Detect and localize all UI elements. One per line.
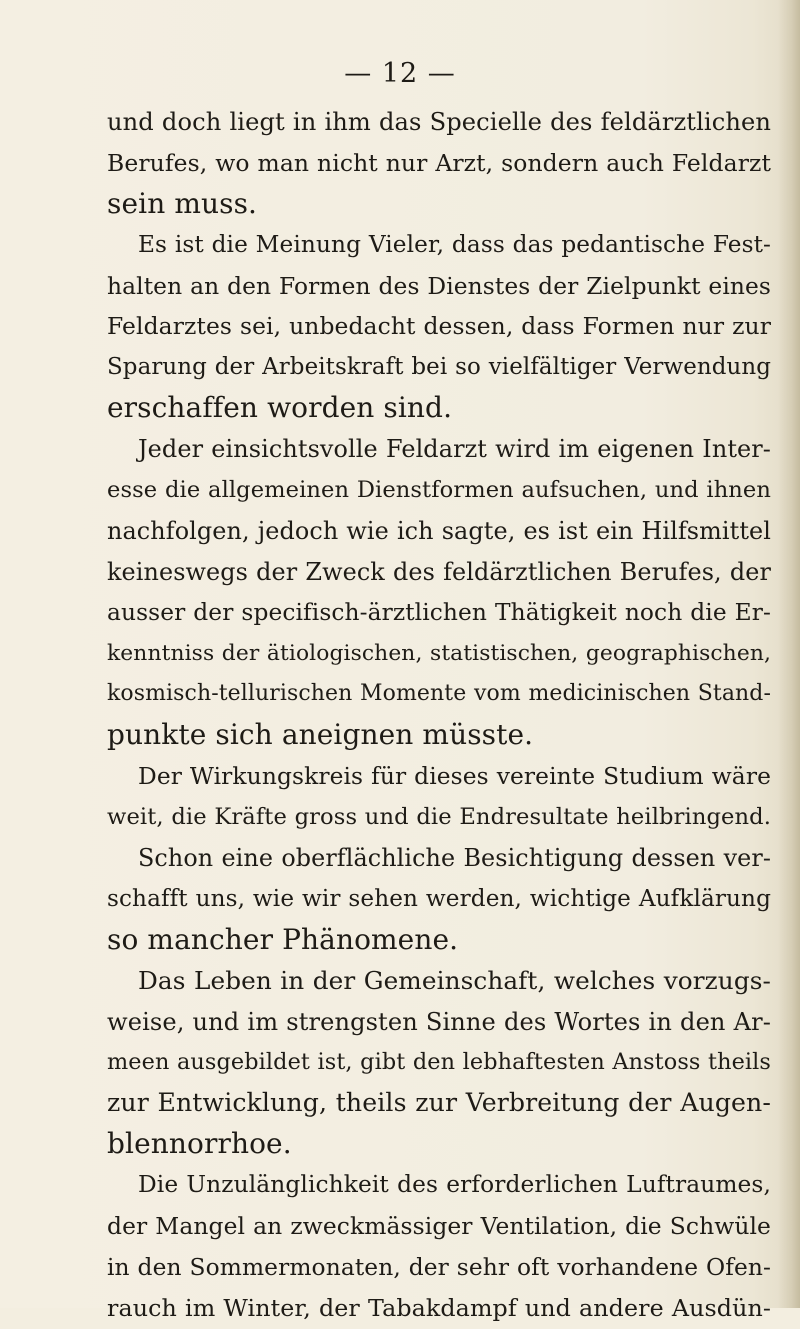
text-line: Die Unzulänglichkeit des erforderlichen Luftraumes, bbox=[138, 1171, 771, 1199]
text-line: in den Sommermonaten, der sehr oft vorhandene Ofen- bbox=[107, 1252, 771, 1281]
text-line: zur Entwicklung, theils zur Verbreitung der Augen- bbox=[107, 1088, 771, 1118]
text-line: der Mangel an zweckmässiger Ventilation, die Schwüle bbox=[107, 1212, 771, 1241]
body-text bbox=[107, 102, 771, 1329]
text-line: halten an den Formen des Dienstes der Zielpunkt eines bbox=[107, 271, 771, 300]
text-line: so mancher Phänomene. bbox=[107, 922, 459, 956]
text-line: Feldarztes sei, unbedacht dessen, dass Formen nur zur bbox=[107, 312, 771, 341]
text-line: keineswegs der Zweck des feldärztlichen Berufes, der bbox=[107, 557, 771, 586]
text-line: Es ist die Meinung Vieler, dass das pedantische Fest- bbox=[138, 230, 771, 258]
text-line: kenntniss der ätiologischen, statistischen, geographischen, bbox=[107, 640, 771, 666]
text-line: blennorrhoe. bbox=[107, 1127, 292, 1161]
text-line: nachfolgen, jedoch wie ich sagte, es ist ein Hilfsmittel bbox=[107, 516, 771, 545]
text-line: weit, die Kräfte gross und die Endresultate heilbringend. bbox=[107, 804, 771, 831]
text-line: rauch im Winter, der Tabakdampf und andere Ausdün- bbox=[107, 1293, 771, 1322]
text-line: erschaffen worden sind. bbox=[107, 391, 453, 425]
text-line: Sparung der Arbeitskraft bei so vielfältiger Verwendung bbox=[107, 354, 771, 381]
text-line: meen ausgebildet ist, gibt den lebhaftesten Anstoss theils bbox=[107, 1049, 771, 1076]
page-number: — 12 — bbox=[344, 58, 456, 89]
page-edge-shadow bbox=[778, 0, 800, 1308]
text-line: Das Leben in der Gemeinschaft, welches vorzugs- bbox=[138, 965, 771, 995]
text-line: schafft uns, wie wir sehen werden, wichtige Aufklärung bbox=[107, 885, 771, 912]
text-line: Schon eine oberflächliche Besichtigung dessen ver- bbox=[138, 844, 771, 873]
text-line: sein muss. bbox=[107, 186, 258, 220]
text-line: und doch liegt in ihm das Specielle des feldärztlichen bbox=[107, 108, 771, 136]
text-line: kosmisch-tellurischen Momente vom medicinischen Stand- bbox=[107, 681, 771, 707]
text-line: Jeder einsichtsvolle Feldarzt wird im eigenen Inter- bbox=[138, 435, 771, 464]
text-line: punkte sich aneignen müsste. bbox=[107, 718, 534, 752]
text-line: weise, und im strengsten Sinne des Wortes in den Ar- bbox=[107, 1007, 771, 1036]
text-line: Der Wirkungskreis für dieses vereinte Studium wäre bbox=[138, 762, 771, 791]
text-line: Berufes, wo man nicht nur Arzt, sondern auch Feldarzt bbox=[107, 148, 771, 177]
text-line: ausser der specifisch-ärztlichen Thätigkeit noch die Er- bbox=[107, 598, 771, 626]
text-line: esse die allgemeinen Dienstformen aufsuchen, und ihnen bbox=[107, 477, 771, 504]
